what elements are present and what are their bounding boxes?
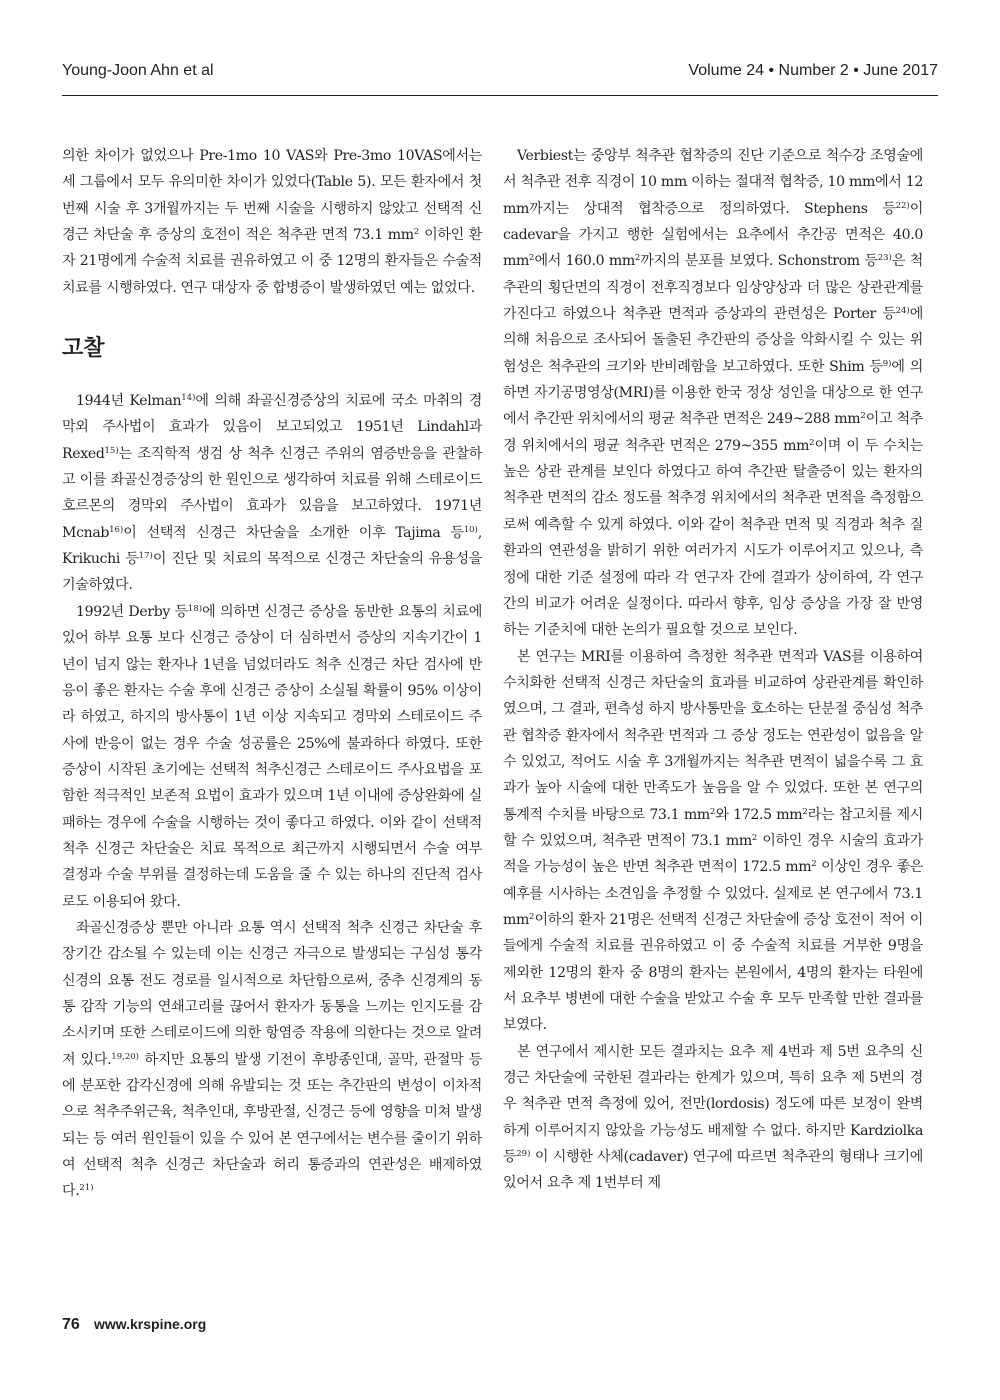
header-issue: Volume 24 • Number 2 • June 2017 (688, 62, 938, 79)
section-title: 고찰 (62, 336, 105, 362)
header-rule (62, 95, 938, 96)
right-column (503, 143, 923, 1197)
paragraph: Verbiest는 중앙부 척추관 협착증의 진단 기준으로 척수강 조영술에서 척추관 전후 직경이 10 mm 이하는 절대적 협착증, 10 mm에서 12 mm까지는 상대적 협착증으로 정의하였다. Stephens 등$^{22)}$이 cadevar을 가지고 행한 실험에서는 요추에서 추간공 면적은 40.0 $mm^2$에서 160.0 $mm^2$까지의 분포를 보였다. Schonstrom 등$^{23)}$은 척추관의 횡단면의 직경이 전후직경보다 임상양상과 더 많은 상관관계를 가진다고 하였으나 척추관 면적과 증상과의 관련성은 Porter 등$^{24)}$에 의해 처음으로 조사되어 돌출된 추간판의 증상을 악화시킬 수 있는 위험성은 척추관의 크기와 반비례함을 보고하였다. 또한 Shim 등$^{9)}$에 의하면 자기공명영상(MRI)를 이용한 한국 정상 성인을 대상으로 한 연구에서 추간판 위치에서의 평균 척추관 면적은 249~288 $mm^2$이고 척추경 위치에서의 평균 척추관 면적은 279~355 $mm^2$이며 이 두 수치는 높은 상관 관계를 보인다 하였다고 하여 추간판 탈출증이 있는 환자의 척추관 면적의 감소 정도를 척추경 위치에서의 척추관 면적을 측정함으로써 예측할 수 있게 하였다. 이와 같이 척추관 면적 및 직경과 척추 질환과의 연관성을 밝히기 위한 여러가지 시도가 이루어지고 있으나, 측정에 대한 기준 설정에 따라 각 연구자 간에 결과가 상이하여, 각 연구간의 비교가 어려운 실정이다. 따라서 향후, 임상 증상을 가장 잘 반영하는 기준치에 대한 논의가 필요할 것으로 보인다. (503, 148, 923, 639)
paragraph: 1992년 Derby 등$^{18)}$에 의하면 신경근 증상을 동반한 요통의 치료에 있어 하부 요통 보다 신경근 증상이 더 심하면서 증상의 지속기간이 1년이 넘지 않는 환자나 1년을 넘었더라도 척추 신경근 차단 검사에 반응이 좋은 환자는 수술 후에 신경근 증상이 소실될 확률이 95% 이상이라 하였고, 하지의 방사통이 1년 이상 지속되고 경막외 스테로이드 주사에 반응이 없는 경우 수술 성공률은 25%에 불과하다 하였다. 또한 증상이 시작된 초기에는 선택적 척추신경근 스테로이드 주사요법을 포함한 적극적인 보존적 요법이 효과가 있으며 1년 이내에 증상완화에 실패하는 경우에 수술을 시행하는 것이 좋다고 하였다. 이와 같이 선택적 척추 신경근 차단술은 치료 목적으로 최근까지 시행되면서 수술 여부 결정과 수술 부위를 결정하는데 도움을 줄 수 있는 하나의 진단적 검사로도 이용되어 왔다. (62, 603, 482, 910)
paragraph: 좌골신경증상 뿐만 아니라 요통 역시 선택적 척추 신경근 차단술 후 장기간 감소될 수 있는데 이는 신경근 자극으로 발생되는 구심성 통각신경의 요통 전도 경로를 일시적으로 차단함으로써, 중추 신경계의 동통 감작 기능의 연쇄고리를 끊어서 환자가 동통을 느끼는 인지도를 감소시키며 또한 스테로이드에 의한 항염증 작용에 의한다는 것으로 알려져 있다.$^{19,20)}$ 하지만 요통의 발생 기전이 후방종인대, 골막, 관절막 등에 분포한 감각신경에 의해 유발되는 것 또는 추간판의 변성이 이차적으로 척추주위근육, 척추인대, 후방관절, 신경근 등에 영향을 미쳐 발생되는 등 여러 원인들이 있을 수 있어 본 연구에서는 변수를 줄이기 위하여 선택적 척추 신경근 차단술과 허리 통증과의 연관성은 배제하였다.$^{21)}$ (62, 919, 482, 1200)
paragraph: 본 연구에서 제시한 모든 결과치는 요추 제 4번과 제 5번 요추의 신경근 차단술에 국한된 결과라는 한계가 있으며, 특히 요추 제 5번의 경우 척추관 면적 측정에 있어, 전만(lordosis) 정도에 따른 보정이 완벽하게 이루어지지 않았을 가능성도 배제할 수 없다. 하지만 Kardziolka 등$^{29)}$ 이 시행한 사체(cadaver) 연구에 따르면 척추관의 형태나 크기에 있어서 요추 제 1번부터 제 (503, 1043, 923, 1192)
paragraph: 본 연구는 MRI를 이용하여 측정한 척추관 면적과 VAS를 이용하여 수치화한 선택적 신경근 차단술의 효과를 비교하여 상관관계를 확인하였으며, 그 결과, 편측성 하지 방사통만을 호소하는 단분절 중심성 척추관 협착증 환자에서 척추관 면적과 그 증상 정도는 연관성이 없음을 알 수 있었고, 적어도 시술 후 3개월까지는 척추관 면적이 넓을수록 그 효과가 높아 시술에 대한 만족도가 높음을 알 수 있었다. 또한 본 연구의 통계적 수치를 바탕으로 73.1 $mm^2$와 172.5 $mm^2$라는 참고치를 제시할 수 있었으며, 척추관 면적이 73.1 $mm^2$ 이하인 경우 시술의 효과가 적을 가능성이 높은 반면 척추관 면적이 172.5 $mm^2$ 이상인 경우 좋은 예후를 시사하는 소견임을 추정할 수 있었다. 실제로 본 연구에서 73.1 $mm^2$이하의 환자 21명은 선택적 신경근 차단술에 증상 호전이 적어 이들에게 수술적 치료를 권유하였고 이 중 수술적 치료를 거부한 9명을 제외한 12명의 환자 중 8명의 환자는 본원에서, 4명의 환자는 타원에서 요추부 병변에 대한 수술을 받았고 수술 후 모두 만족할 만한 결과를 보였다. (503, 648, 923, 1034)
left-column (62, 143, 482, 1205)
paragraph: 1944년 Kelman$^{14)}$에 의해 좌골신경증상의 치료에 국소 마취의 경막외 주사법이 효과가 있음이 보고되었고 1951년 Lindahl과 Rexed$^{15)}$는 조직학적 생검 상 척추 신경근 주위의 염증반응을 관찰하고 이를 좌골신경증상의 한 원인으로 생각하여 치료를 위해 스테로이드 호르몬의 경막외 주사법이 효과가 있음을 보고하였다. 1971년 Mcnab$^{16)}$이 선택적 신경근 차단술을 소개한 이후 Tajima 등$^{10)}$, Krikuchi 등$^{17)}$이 진단 및 치료의 목적으로 신경근 차단술의 유용성을 기술하였다. (62, 393, 482, 594)
page-number: 76 (62, 1316, 80, 1333)
journal-website[interactable]: www.krspine.org (93, 1316, 207, 1332)
page-footer (62, 1316, 206, 1334)
paragraph: 의한 차이가 없었으나 Pre-1mo 10 VAS와 Pre-3mo 10VAS에서는 세 그룹에서 모두 유의미한 차이가 있었다(Table 5). 모든 환자에서 첫 번째 시술 후 3개월까지는 두 번째 시술을 시행하지 않았고 선택적 신경근 차단술 후 증상의 호전이 적은 척추관 면적 73.1 $mm^2$ 이하인 환자 21명에게 수술적 치료를 권유하였고 이 중 12명의 환자들은 수술적 치료를 시행하였다. 연구 대상자 중 합병증이 발생하였던 예는 없었다. (62, 148, 482, 296)
running-header (62, 62, 938, 88)
header-authors: Young-Joon Ahn et al (62, 62, 214, 79)
